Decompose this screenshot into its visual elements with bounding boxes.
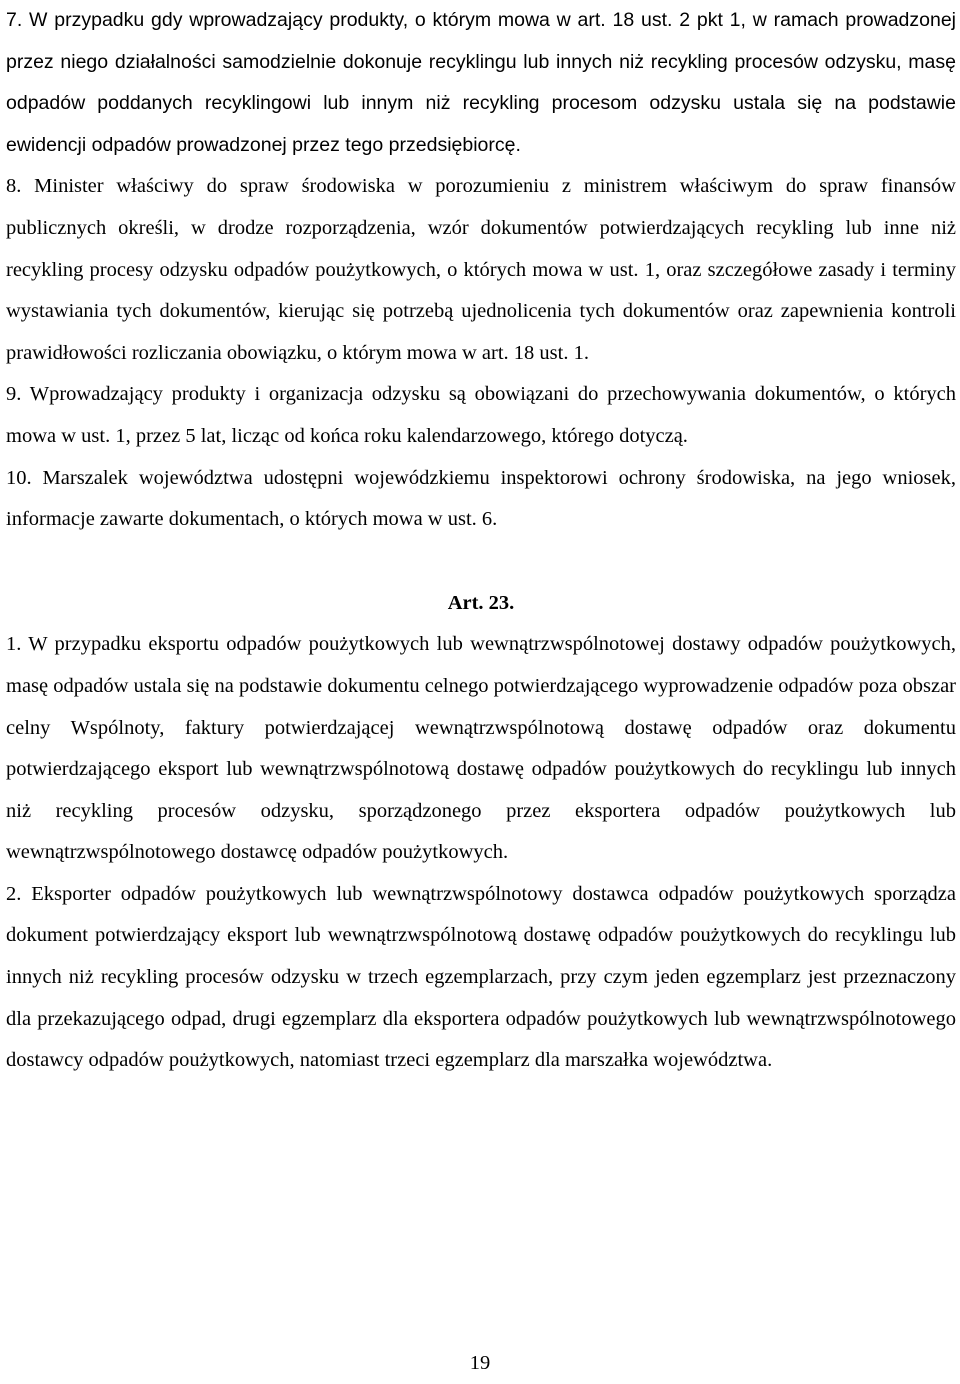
- article-paragraph-1: 1. W przypadku eksportu odpadów poużytkowych lub wewnątrzwspólnotowej dostawy odpadów poużytkowych, masę odpadów ustala się na podstawie dokumentu celnego potwierdzającego wyprowadzenie odpadów poza obszar celny Wspólnoty, faktury potwierdzającej wewnątrzwspólnotową dostawę odpadów oraz dokumentu potwierdzającego eksport lub wewnątrzwspólnotową dostawę odpadów poużytkowych do recyklingu lub innych niż recykling procesów odzysku, sporządzonego przez eksportera odpadów poużytkowych lub wewnątrzwspólnotowego dostawcę odpadów poużytkowych.: [6, 633, 956, 864]
- paragraph-8: 8. Minister właściwy do spraw środowiska w porozumieniu z ministrem właściwym do spraw finansów publicznych określi, w drodze rozporządzenia, wzór dokumentów potwierdzających recykling lub inne niż recykling procesy odzysku odpadów poużytkowych, o których mowa w ust. 1, oraz szczegółowe zasady i terminy wystawiania tych dokumentów, kierując się potrzebą ujednolicenia tych dokumentów oraz zapewnienia kontroli prawidłowości rozliczania obowiązku, o którym mowa w art. 18 ust. 1.: [6, 175, 956, 364]
- page-number: 19: [469, 1352, 491, 1374]
- article-paragraph-2: 2. Eksporter odpadów poużytkowych lub wewnątrzwspólnotowy dostawca odpadów poużytkowych sporządza dokument potwierdzający eksport lub wewnątrzwspólnotową dostawę odpadów poużytkowych do recyklingu lub innych niż recykling procesów odzysku w trzech egzemplarzach, przy czym jeden egzemplarz jest przeznaczony dla przekazującego odpad, drugi egzemplarz dla eksportera odpadów poużytkowych lub wewnątrzwspólnotowego dostawcy odpadów poużytkowych, natomiast trzeci egzemplarz dla marszałka województwa.: [6, 882, 956, 1072]
- paragraph-9: 9. Wprowadzający produkty i organizacja odzysku są obowiązani do przechowywania dokumentów, o których mowa w ust. 1, przez 5 lat, licząc od końca roku kalendarzowego, którego dotyczą.: [6, 383, 956, 447]
- article-heading: Art. 23.: [447, 591, 515, 614]
- section-spacer: [6, 541, 956, 583]
- paragraph-10: 10. Marszalek województwa udostępni wojewódzkiemu inspektorowi ochrony środowiska, na jego wniosek, informacje zawarte dokumentach, o których mowa w ust. 6.: [6, 466, 956, 531]
- document-page: [6, 0, 956, 1082]
- paragraph-7: 7. W przypadku gdy wprowadzający produkty, o którym mowa w art. 18 ust. 2 pkt 1, w ramach prowadzonej przez niego działalności samodzielnie dokonuje recyklingu lub innych niż recykling procesów odzysku, masę odpadów poddanych recyklingowi lub innym niż recykling procesom odzysku ustala się na podstawie ewidencji odpadów prowadzonej przez tego przedsiębiorcę.: [6, 9, 956, 156]
